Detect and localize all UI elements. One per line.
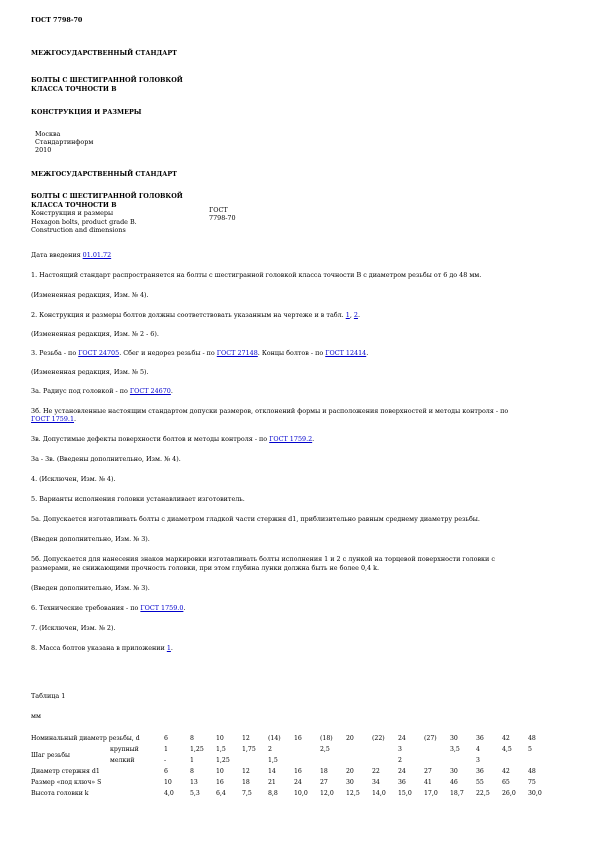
paragraph-3 xyxy=(31,349,368,357)
paragraph-8-text: 8. Масса болтов указана в приложении xyxy=(31,644,167,652)
table-cell xyxy=(346,744,372,755)
table-cell: 3 xyxy=(398,746,402,753)
table-cell: 14 xyxy=(268,768,276,775)
row-label: Диаметр стержня d1 xyxy=(31,768,100,775)
row-label: Размер «под ключ» S xyxy=(31,779,102,786)
table-cell: 36 xyxy=(398,779,406,786)
table-cell: 4,0 xyxy=(164,790,174,797)
table-cell: 12,5 xyxy=(346,790,360,797)
paragraph-3-note: (Измененная редакция, Изм. № 5). xyxy=(31,368,149,376)
paragraph-6 xyxy=(31,604,185,612)
gost-24670-link[interactable]: ГОСТ 24670 xyxy=(129,387,171,395)
table-cell: 30,0 xyxy=(528,790,542,797)
table-cell: 34 xyxy=(372,779,380,786)
table-cell: 10 xyxy=(216,735,224,742)
paragraph-2 xyxy=(31,311,360,319)
table-cell xyxy=(372,755,398,766)
table-cell xyxy=(320,755,346,766)
cover-year: 2010 xyxy=(35,146,52,154)
table-cell: 48 xyxy=(528,735,536,742)
table-cell: 27 xyxy=(320,779,328,786)
table-cell xyxy=(294,755,320,766)
table-cell: 41 xyxy=(424,779,432,786)
paragraph-3a xyxy=(31,387,173,395)
paragraph-5b-note: (Введен дополнительно, Изм. № 3). xyxy=(31,584,150,592)
table-cell: 1,5 xyxy=(216,746,226,753)
row-label: Высота головки k xyxy=(31,790,89,797)
table-cell: 65 xyxy=(502,779,510,786)
table-cell: 5,3 xyxy=(190,790,200,797)
table-cell: 10 xyxy=(164,779,172,786)
paragraph-1-note: (Измененная редакция, Изм. № 4). xyxy=(31,291,149,299)
paragraph-3v-text: 3в. Допустимые дефекты поверхности болтов и методы контроля - по xyxy=(31,435,270,443)
table-cell: 75 xyxy=(528,779,536,786)
gost-24705-link[interactable]: ГОСТ 24705 xyxy=(78,349,120,357)
table-cell: 1,25 xyxy=(190,746,204,753)
cover-title-line1: БОЛТЫ С ШЕСТИГРАННОЙ ГОЛОВКОЙ xyxy=(31,76,183,84)
table-cell: 14,0 xyxy=(372,790,386,797)
appendix-1-link[interactable]: 1 xyxy=(166,644,171,652)
header-gost-label: ГОСТ xyxy=(209,206,228,214)
paragraph-3b: 3б. Не установленные настоящим стандартом допуски размеров, отклонений формы и расположения поверхностей и методы контроля - по xyxy=(31,407,509,415)
paragraph-8-end: . xyxy=(170,644,173,652)
gost-1759-0-link[interactable]: ГОСТ 1759.0 xyxy=(140,604,184,612)
paragraph-5b-line2: размерами, не снижающими прочность головки, при этом глубина лунки должна быть не более 0,4 k. xyxy=(31,564,380,572)
table-cell: 27 xyxy=(424,768,432,775)
intro-date xyxy=(31,251,111,259)
table-cell: 8 xyxy=(190,735,194,742)
header-gost-number: 7798-70 xyxy=(209,214,236,222)
table-cell: - xyxy=(164,757,167,764)
table-cell: 1 xyxy=(190,757,194,764)
table-cell: 12,0 xyxy=(320,790,334,797)
paragraph-2-text: 2. Конструкция и размеры болтов должны соответствовать указанным на чертеже и в табл. xyxy=(31,311,346,319)
paragraph-3-text-a: 3. Резьба - по xyxy=(31,349,79,357)
table-cell: 24 xyxy=(294,779,302,786)
table-cell: 4,5 xyxy=(502,746,512,753)
doc-number: ГОСТ 7798-70 xyxy=(31,16,83,24)
table1-unit: мм xyxy=(31,712,41,720)
header-subtitle-ru: Конструкция и размеры xyxy=(31,209,114,217)
table-row-k xyxy=(31,788,554,799)
table-cell: 7,5 xyxy=(242,790,252,797)
table-cell: 30 xyxy=(450,768,458,775)
table-cell: 6 xyxy=(164,735,168,742)
table-cell: 12 xyxy=(242,735,250,742)
table-cell: 16 xyxy=(216,779,224,786)
cover-publisher: Стандартинформ xyxy=(35,138,94,146)
table-cell xyxy=(450,755,476,766)
table-cell: 30 xyxy=(346,779,354,786)
table-cell: 55 xyxy=(476,779,484,786)
table-row-pitch-fine xyxy=(31,755,554,766)
table-cell: 36 xyxy=(476,735,484,742)
paragraph-5: 5. Варианты исполнения головки устанавливает изготовитель. xyxy=(31,495,245,503)
table-cell: 15,0 xyxy=(398,790,412,797)
paragraph-5a: 5а. Допускается изготавливать болты с диаметром гладкой части стержня d1, приблизительно равным среднему диаметру резьбы. xyxy=(31,515,480,523)
table-cell: 22,5 xyxy=(476,790,490,797)
table-cell: 22 xyxy=(372,768,380,775)
table-cell: 5 xyxy=(528,746,532,753)
paragraph-3v-end: . xyxy=(312,435,315,443)
paragraph-3-text-d: . xyxy=(366,349,369,357)
header-title-line2: КЛАССА ТОЧНОСТИ В xyxy=(31,201,117,209)
table-cell: 36 xyxy=(476,768,484,775)
table1-link[interactable]: 1 xyxy=(345,311,350,319)
table-cell: 2 xyxy=(268,746,272,753)
table-cell: 30 xyxy=(450,735,458,742)
paragraph-2-sep: , xyxy=(349,311,354,319)
table-cell: 3 xyxy=(476,757,480,764)
header-subtitle-en2: Construction and dimensions xyxy=(31,226,126,234)
paragraph-3-text-b: . Сбег и недорез резьбы - по xyxy=(119,349,217,357)
table-cell: 16 xyxy=(294,735,302,742)
table-cell: 1,25 xyxy=(216,757,230,764)
paragraph-3v xyxy=(31,435,314,443)
paragraph-8 xyxy=(31,644,173,652)
table-cell: 24 xyxy=(398,735,406,742)
paragraph-1: 1. Настоящий стандарт распространяется на болты с шестигранной головкой класса точности В с диаметром резьбы от 6 до 48 мм. xyxy=(31,271,482,279)
header-standard-type: МЕЖГОСУДАРСТВЕННЫЙ СТАНДАРТ xyxy=(31,170,177,178)
table-cell: (27) xyxy=(424,735,437,742)
table-cell: 6,4 xyxy=(216,790,226,797)
row-label: Номинальный диаметр резьбы, d xyxy=(31,735,140,742)
table-cell: 8,8 xyxy=(268,790,278,797)
header-subtitle-en1: Hexagon bolts, product grade B. xyxy=(31,218,137,226)
gost-1759-2-link[interactable]: ГОСТ 1759.2 xyxy=(269,435,313,443)
paragraph-2-end: . xyxy=(357,311,361,319)
table-cell: 10,0 xyxy=(294,790,308,797)
paragraph-5a-note: (Введен дополнительно, Изм. № 3). xyxy=(31,535,150,543)
intro-date-label: Дата введения xyxy=(31,251,83,259)
paragraph-3b-end: . xyxy=(74,415,77,423)
header-title-line1: БОЛТЫ С ШЕСТИГРАННОЙ ГОЛОВКОЙ xyxy=(31,192,183,200)
table-cell xyxy=(424,755,450,766)
table-cell: 42 xyxy=(502,768,510,775)
gost-1759-1-link[interactable]: ГОСТ 1759.1 xyxy=(31,415,75,423)
table-cell: 24 xyxy=(398,768,406,775)
table-cell: 2 xyxy=(398,757,402,764)
table-row-diameter xyxy=(31,733,554,744)
table-cell: 48 xyxy=(528,768,536,775)
table-cell: 17,0 xyxy=(424,790,438,797)
table-cell: 18 xyxy=(320,768,328,775)
table-row-d1 xyxy=(31,766,554,777)
table-cell: 1,75 xyxy=(242,746,256,753)
table-cell: 21 xyxy=(268,779,276,786)
table-cell: 46 xyxy=(450,779,458,786)
cover-subtitle: КОНСТРУКЦИЯ И РАЗМЕРЫ xyxy=(31,108,142,116)
table-cell xyxy=(346,755,372,766)
intro-date-link[interactable]: 01.01.72 xyxy=(82,251,112,259)
table-cell xyxy=(242,755,268,766)
table-cell: 20 xyxy=(346,735,354,742)
paragraph-2-note: (Измененная редакция, Изм. № 2 - 6). xyxy=(31,330,159,338)
table-cell: 1 xyxy=(164,746,168,753)
row-sublabel: мелкий xyxy=(110,757,135,764)
table-cell: 26,0 xyxy=(502,790,516,797)
table1-caption: Таблица 1 xyxy=(31,692,66,700)
table-cell: (22) xyxy=(372,735,385,742)
paragraph-7: 7. (Исключен, Изм. № 2). xyxy=(31,624,116,632)
cover-city: Москва xyxy=(35,130,61,138)
table-cell xyxy=(424,744,450,755)
table-cell: 8 xyxy=(190,768,194,775)
table-cell: (18) xyxy=(320,735,333,742)
paragraph-5b-line1: 5б. Допускается для нанесения знаков маркировки изготавливать болты исполнения 1 и 2 с лункой на торцевой поверхности головки с xyxy=(31,555,495,563)
table-cell: 10 xyxy=(216,768,224,775)
paragraph-6-text: 6. Технические требования - по xyxy=(31,604,141,612)
table-cell: 6 xyxy=(164,768,168,775)
table-cell: 1,5 xyxy=(268,757,278,764)
row-label: Шаг резьбы xyxy=(31,751,70,759)
paragraph-3-text-c: . Концы болтов - по xyxy=(257,349,326,357)
table2-link[interactable]: 2 xyxy=(353,311,358,319)
paragraph-3a-end: . xyxy=(170,387,173,395)
paragraph-3a-text: 3а. Радиус под головкой - по xyxy=(31,387,130,395)
gost-12414-link[interactable]: ГОСТ 12414 xyxy=(325,349,367,357)
table-cell: 12 xyxy=(242,768,250,775)
paragraph-3a-3v-note: 3а - 3в. (Введены дополнительно, Изм. № 4). xyxy=(31,455,181,463)
table-cell: 16 xyxy=(294,768,302,775)
dimensions-table xyxy=(31,733,554,799)
table-cell xyxy=(528,755,554,766)
paragraph-3b-line2 xyxy=(31,415,76,423)
table-cell: (14) xyxy=(268,735,281,742)
table-cell: 18,7 xyxy=(450,790,464,797)
table-cell xyxy=(372,744,398,755)
table-cell: 42 xyxy=(502,735,510,742)
table-row-s xyxy=(31,777,554,788)
table-cell xyxy=(294,744,320,755)
row-sublabel: крупный xyxy=(110,746,139,753)
table-cell: 4 xyxy=(476,746,480,753)
cover-standard-type: МЕЖГОСУДАРСТВЕННЫЙ СТАНДАРТ xyxy=(31,49,177,57)
table-cell: 20 xyxy=(346,768,354,775)
gost-27148-link[interactable]: ГОСТ 27148 xyxy=(216,349,258,357)
table-row-pitch-coarse xyxy=(31,744,554,755)
table-cell xyxy=(502,755,528,766)
cover-title-line2: КЛАССА ТОЧНОСТИ В xyxy=(31,85,117,93)
paragraph-4: 4. (Исключен, Изм. № 4). xyxy=(31,475,116,483)
table-cell: 3,5 xyxy=(450,746,460,753)
table-cell: 2,5 xyxy=(320,746,330,753)
table-cell: 18 xyxy=(242,779,250,786)
table-cell: 13 xyxy=(190,779,198,786)
paragraph-6-end: . xyxy=(183,604,186,612)
